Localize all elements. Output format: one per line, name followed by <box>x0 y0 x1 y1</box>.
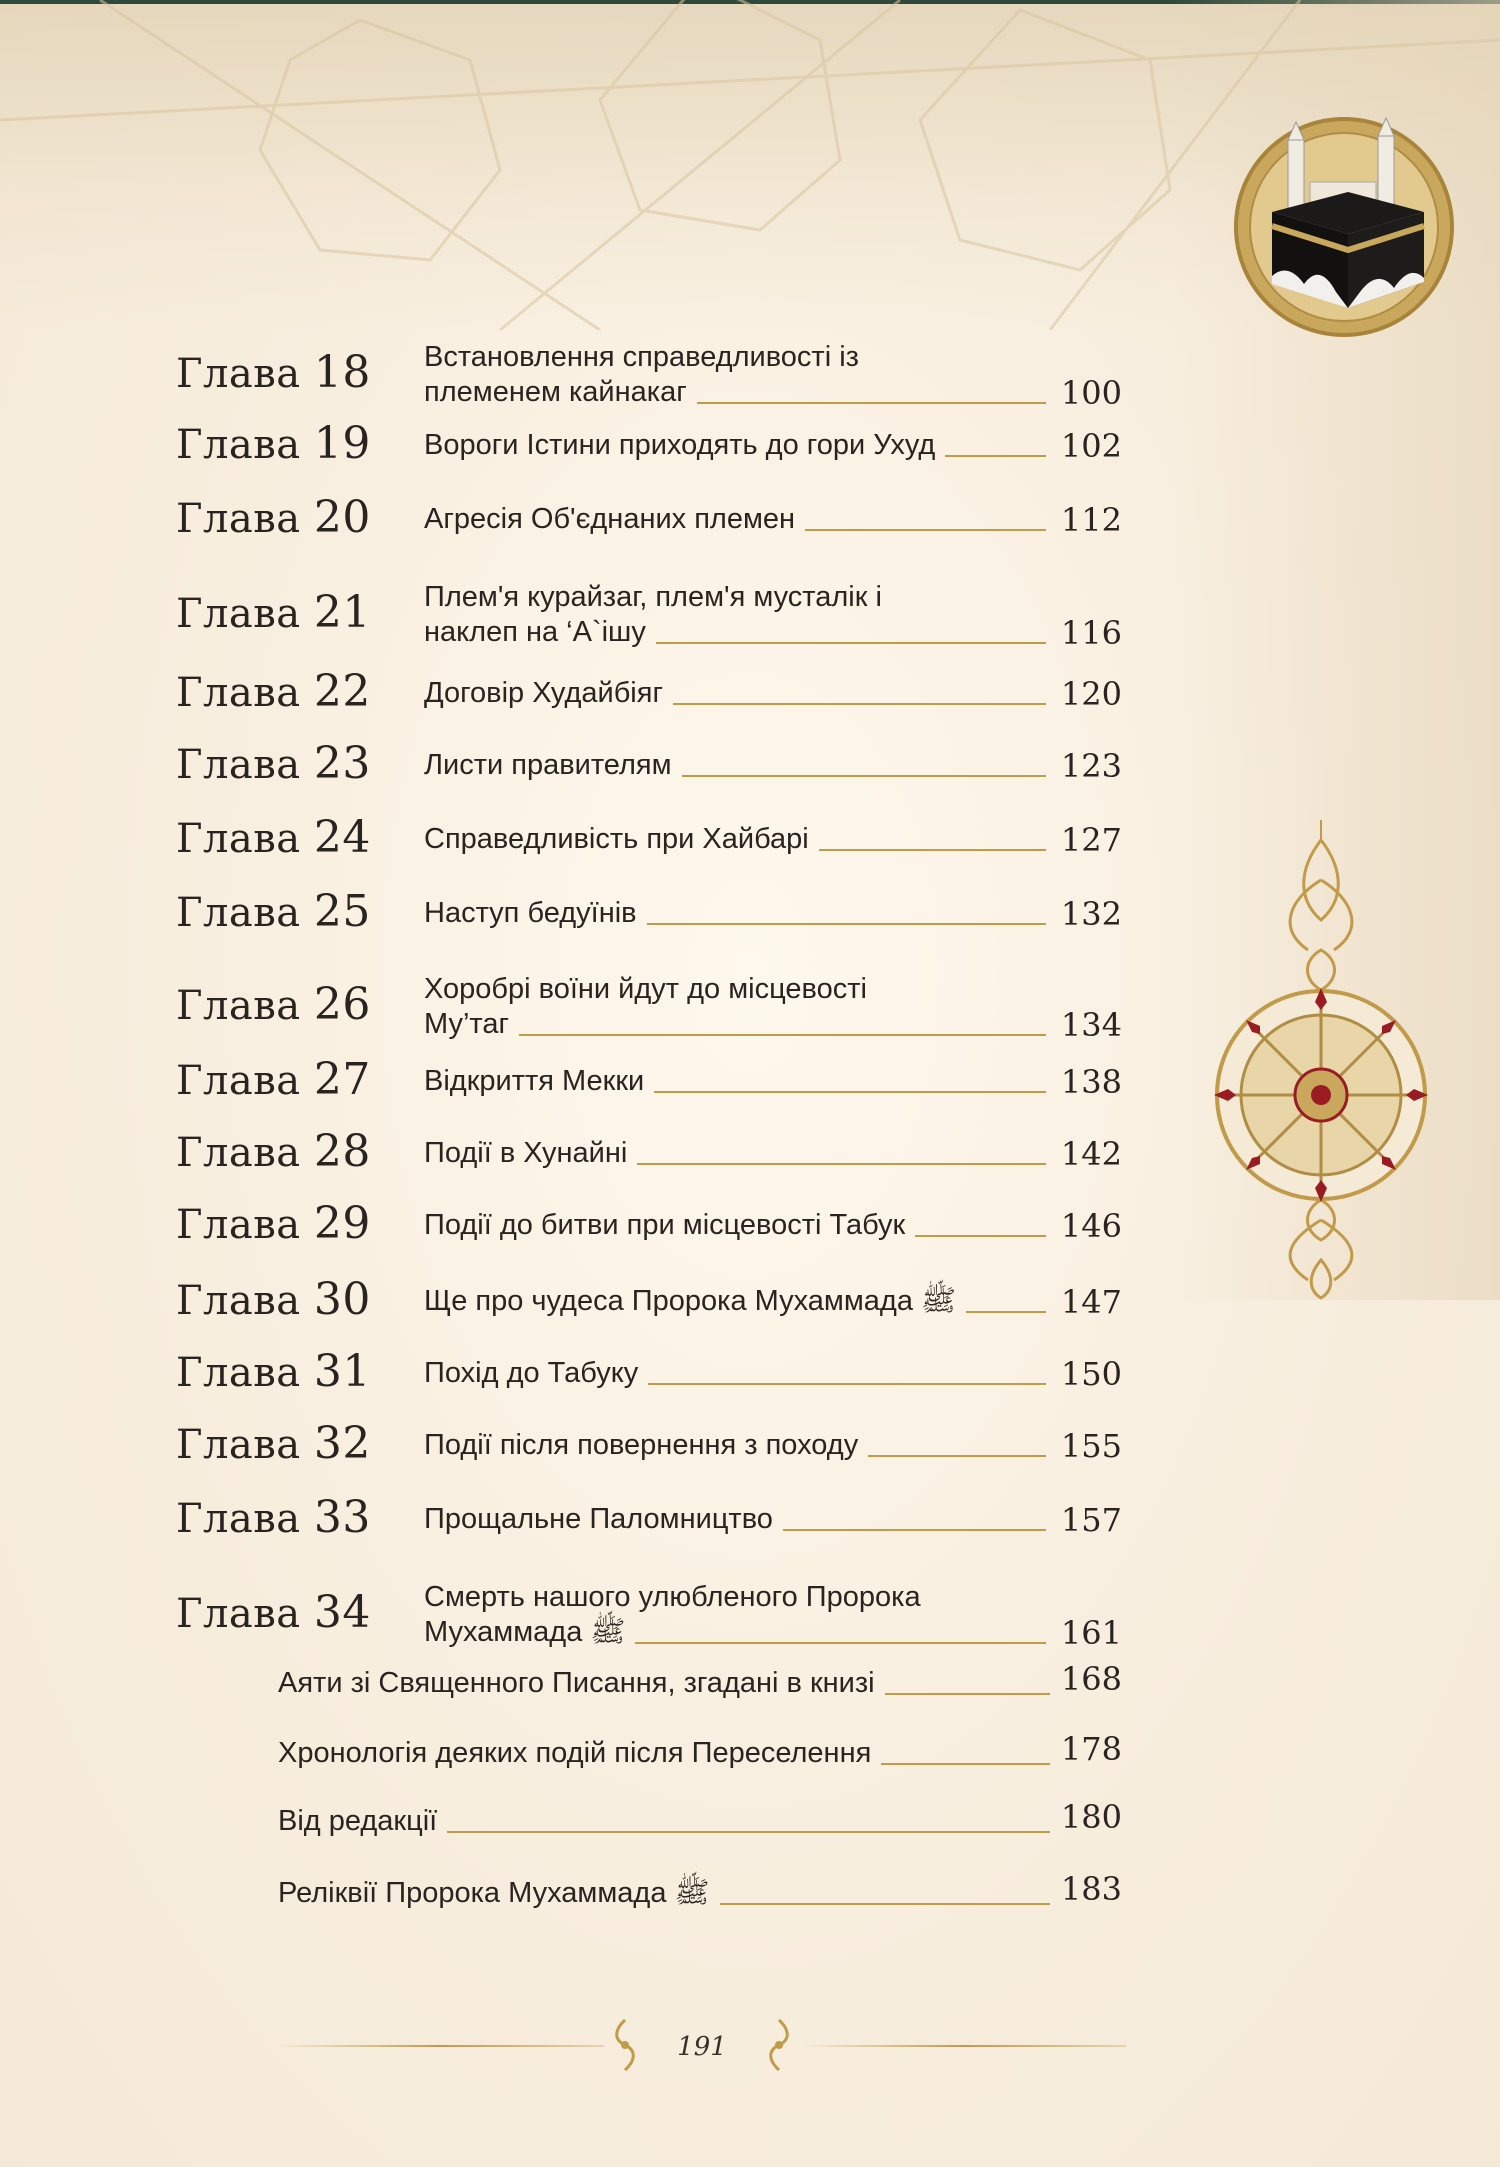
chapter-page-number: 150 <box>1060 1355 1122 1393</box>
chapter-title-line: Листи правителям <box>424 749 672 781</box>
chapter-number: 25 <box>313 885 371 937</box>
chapter-word: Глава <box>176 1495 301 1542</box>
dot-leader-rule <box>647 923 1046 925</box>
chapter-number: 24 <box>313 811 371 863</box>
chapter-title <box>424 1284 1054 1319</box>
chapter-number: 21 <box>313 587 371 638</box>
dot-leader-rule <box>682 775 1046 777</box>
chapter-title <box>424 748 1054 783</box>
chapter-word: Глава <box>176 741 301 788</box>
chapter-label <box>176 666 371 717</box>
chapter-page-number: 142 <box>1060 1135 1122 1173</box>
chapter-number: 31 <box>313 1345 371 1397</box>
dot-leader-rule <box>966 1311 1046 1313</box>
chapter-label <box>176 1054 371 1105</box>
chapter-title <box>424 676 1054 711</box>
chapter-title <box>424 1502 1054 1537</box>
appendix-page-number: 168 <box>1060 1660 1122 1698</box>
appendix-title-text: Реліквії Пророка Мухаммада ﷺ <box>278 1877 710 1909</box>
chapter-label <box>176 492 371 543</box>
dot-leader-rule <box>819 849 1046 851</box>
chapter-label <box>176 1492 371 1543</box>
chapter-number: 20 <box>313 491 371 543</box>
appendix-title-text: Хронологія деяких подій після Переселення <box>278 1737 872 1769</box>
chapter-page-number: 146 <box>1060 1207 1122 1245</box>
chapter-page-number: 157 <box>1060 1501 1122 1539</box>
chapter-title <box>424 896 1054 931</box>
chapter-word: Глава <box>176 495 301 542</box>
chapter-title-line: Договір Худайбіяг <box>424 677 664 709</box>
chapter-number: 26 <box>313 979 371 1030</box>
footer-flourish-right-icon <box>764 2018 794 2072</box>
chapter-title <box>424 1208 1054 1243</box>
chapter-title <box>424 1580 1054 1650</box>
dot-leader-rule <box>915 1235 1046 1237</box>
appendix-page-number: 183 <box>1060 1870 1122 1908</box>
chapter-title-line: племенем кайнакаг <box>424 376 687 408</box>
dot-leader-rule <box>654 1091 1046 1093</box>
chapter-title <box>424 580 1054 650</box>
chapter-word: Глава <box>176 1057 301 1104</box>
dot-leader-rule <box>673 703 1046 705</box>
chapter-number: 32 <box>313 1417 371 1469</box>
chapter-label <box>176 886 371 937</box>
chapter-number: 19 <box>313 417 371 469</box>
chapter-title <box>424 428 1054 463</box>
chapter-title <box>424 1356 1054 1391</box>
chapter-word: Глава <box>176 815 301 862</box>
chapter-title-line: Смерть нашого улюбленого Пророка <box>424 1581 921 1613</box>
chapter-number: 18 <box>313 347 371 398</box>
chapter-number: 22 <box>313 665 371 717</box>
chapter-word: Глава <box>176 1277 301 1324</box>
dot-leader-rule <box>648 1383 1046 1385</box>
chapter-title-line: Події після повернення з походу <box>424 1429 859 1461</box>
chapter-title <box>424 972 1054 1042</box>
chapter-number: 29 <box>313 1197 371 1249</box>
chapter-page-number: 120 <box>1060 675 1122 713</box>
dot-leader-rule <box>783 1529 1046 1531</box>
chapter-page-number: 132 <box>1060 895 1122 933</box>
chapter-title-line: Справедливість при Хайбарі <box>424 823 809 855</box>
dot-leader-rule <box>697 402 1046 404</box>
chapter-title <box>424 822 1054 857</box>
chapter-word: Глава <box>176 1349 301 1396</box>
chapter-title-line: Ще про чудеса Пророка Мухаммада ﷺ <box>424 1285 957 1317</box>
chapter-label <box>176 418 371 469</box>
chapter-word: Глава <box>176 1201 301 1248</box>
dot-leader-rule <box>447 1831 1050 1833</box>
chapter-word: Глава <box>176 421 301 468</box>
chapter-label <box>176 1274 371 1325</box>
chapter-number: 33 <box>313 1491 371 1543</box>
appendix-page-number: 178 <box>1060 1730 1122 1768</box>
dot-leader-rule <box>720 1903 1050 1905</box>
dot-leader-rule <box>519 1034 1046 1036</box>
chapter-title <box>424 1064 1054 1099</box>
chapter-word: Глава <box>176 1591 301 1637</box>
chapter-page-number: 138 <box>1060 1063 1122 1101</box>
footer-rule-left <box>276 2045 604 2047</box>
chapter-word: Глава <box>176 591 301 637</box>
chapter-page-number: 134 <box>1060 1006 1122 1044</box>
chapter-title-line: Наступ бедуїнів <box>424 897 637 929</box>
footer-flourish-left-icon <box>610 2018 640 2072</box>
dot-leader-rule <box>805 529 1046 531</box>
chapter-label <box>176 1126 371 1177</box>
chapter-page-number: 147 <box>1060 1283 1122 1321</box>
appendix-title <box>278 1736 1058 1771</box>
chapter-title-line: Му’таг <box>424 1008 510 1040</box>
chapter-number: 34 <box>313 1587 371 1638</box>
chapter-number: 30 <box>313 1273 371 1325</box>
chapter-label <box>176 1418 371 1469</box>
chapter-label <box>176 347 371 398</box>
chapter-page-number: 155 <box>1060 1427 1122 1465</box>
chapter-title <box>424 340 1054 410</box>
page-number: 191 <box>677 2032 727 2062</box>
dot-leader-rule <box>885 1693 1050 1695</box>
footer-rule-right <box>800 2045 1126 2047</box>
chapter-word: Глава <box>176 983 301 1029</box>
chapter-label <box>176 1346 371 1397</box>
appendix-title <box>278 1666 1058 1701</box>
chapter-label <box>176 1198 371 1249</box>
chapter-word: Глава <box>176 351 301 397</box>
chapter-label <box>176 587 371 638</box>
chapter-page-number: 161 <box>1060 1614 1122 1652</box>
chapter-title-line: Мухаммада ﷺ <box>424 1616 626 1648</box>
chapter-label <box>176 812 371 863</box>
dot-leader-rule <box>945 455 1046 457</box>
chapter-title-line: Агресія Об'єднаних племен <box>424 503 796 535</box>
chapter-word: Глава <box>176 1421 301 1468</box>
chapter-title-line: Прощальне Паломництво <box>424 1503 773 1535</box>
appendix-title-text: Аяти зі Священного Писання, згадані в книзі <box>278 1667 875 1699</box>
chapter-label <box>176 1587 371 1638</box>
chapter-number: 28 <box>313 1125 371 1177</box>
chapter-title-line: Події в Хунайні <box>424 1137 628 1169</box>
dot-leader-rule <box>637 1163 1046 1165</box>
chapter-title-line: Події до битви при місцевості Табук <box>424 1209 906 1241</box>
appendix-title <box>278 1804 1058 1839</box>
dot-leader-rule <box>635 1642 1046 1644</box>
dot-leader-rule <box>868 1455 1046 1457</box>
chapter-page-number: 102 <box>1060 427 1122 465</box>
chapter-title <box>424 502 1054 537</box>
chapter-page-number: 112 <box>1060 501 1122 539</box>
chapter-label <box>176 979 371 1030</box>
chapter-title-line: наклеп на ‘А`ішу <box>424 616 646 648</box>
appendix-page-number: 180 <box>1060 1798 1122 1836</box>
chapter-label <box>176 738 371 789</box>
chapter-title-line: Плем'я курайзаг, плем'я мусталік і <box>424 581 882 613</box>
appendix-title-text: Від редакції <box>278 1805 438 1837</box>
chapter-word: Глава <box>176 1129 301 1176</box>
chapter-word: Глава <box>176 669 301 716</box>
chapter-title-line: Вороги Істини приходять до гори Ухуд <box>424 429 936 461</box>
dot-leader-rule <box>656 642 1046 644</box>
chapter-page-number: 123 <box>1060 747 1122 785</box>
chapter-number: 23 <box>313 737 371 789</box>
chapter-title <box>424 1136 1054 1171</box>
chapter-number: 27 <box>313 1053 371 1105</box>
chapter-title-line: Хоробрі воїни йдут до місцевості <box>424 973 867 1005</box>
chapter-page-number: 116 <box>1060 614 1122 652</box>
dot-leader-rule <box>881 1763 1050 1765</box>
chapter-page-number: 100 <box>1060 374 1122 412</box>
appendix-title <box>278 1876 1058 1911</box>
chapter-word: Глава <box>176 889 301 936</box>
chapter-title-line: Похід до Табуку <box>424 1357 639 1389</box>
chapter-title-line: Встановлення справедливості із <box>424 341 859 373</box>
chapter-title-line: Відкриття Мекки <box>424 1065 645 1097</box>
chapter-page-number: 127 <box>1060 821 1122 859</box>
chapter-title <box>424 1428 1054 1463</box>
